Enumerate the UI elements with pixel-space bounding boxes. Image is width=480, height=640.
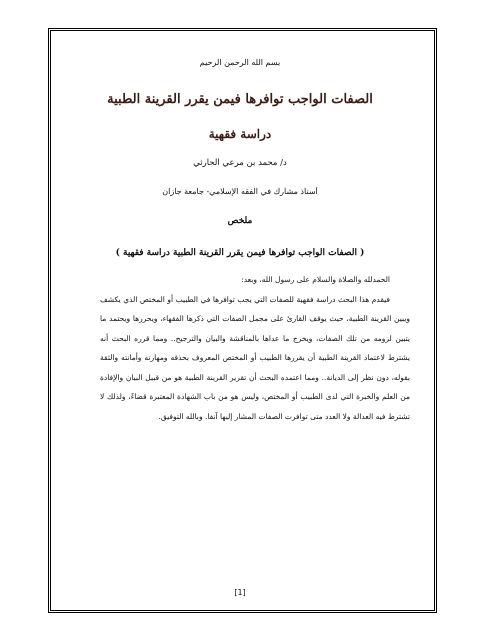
document-title: الصفات الواجب توافرها فيمن يقرر القرينة الطبية bbox=[107, 92, 373, 107]
abstract-paragraph: فيقدم هذا البحث دراسة فقهية للصفات التي يجب توافرها في الطبيب أو المختص الذي يكشف ويبين القرينة الطبية، حيث يوقف القارئ على مجمل الصفات التي ذكرها الفقهاء، ويحررها ويحتمد ما يتبين لزومه من تلك الصفات، ويخرج ما عداها بالمناقشة والبيان والترجيح.. ومما قرره البحث أنه يشترط لاعتماد القرينة الطبية أن يقررها الطبيب أو المختص المعروف بحذقه ومهارته وأمانته والثقة بقوله، دون نظر إلى الديانة.. ومما اعتمده البحث أن تقرير القرينة الطبية هو من قبيل البيان والإفادة من العلم والخبرة التي لدى الطبيب أو المختص، وليس هو من باب الشهادة المعتبرة قضاءً، ولذلك لا تشترط فيه العدالة ولا العدد متى توافرت الصفات المشار إليها آنفا. وبالله التوفيق. bbox=[100, 294, 410, 421]
document-subtitle: دراسة فقهية bbox=[208, 127, 272, 141]
page-number: [1] bbox=[234, 588, 246, 597]
author-name: د/ محمد بن مرعي الحارثي bbox=[193, 158, 287, 168]
abstract-body bbox=[100, 270, 410, 426]
author-affiliation: أستاذ مشارك في الفقه الإسلامي- جامعة جازان bbox=[162, 187, 318, 196]
greeting-line: الحمدلله والصلاة والسلام على رسول الله، وبعد: bbox=[241, 275, 390, 284]
abstract-heading: ملخص bbox=[227, 216, 253, 226]
basmala: بسم الله الرحمن الرحيم bbox=[199, 58, 281, 67]
abstract-title: ( الصفات الواجب توافرها فيمن يقرر القرينة الطبية دراسة فقهية ) bbox=[115, 248, 365, 258]
